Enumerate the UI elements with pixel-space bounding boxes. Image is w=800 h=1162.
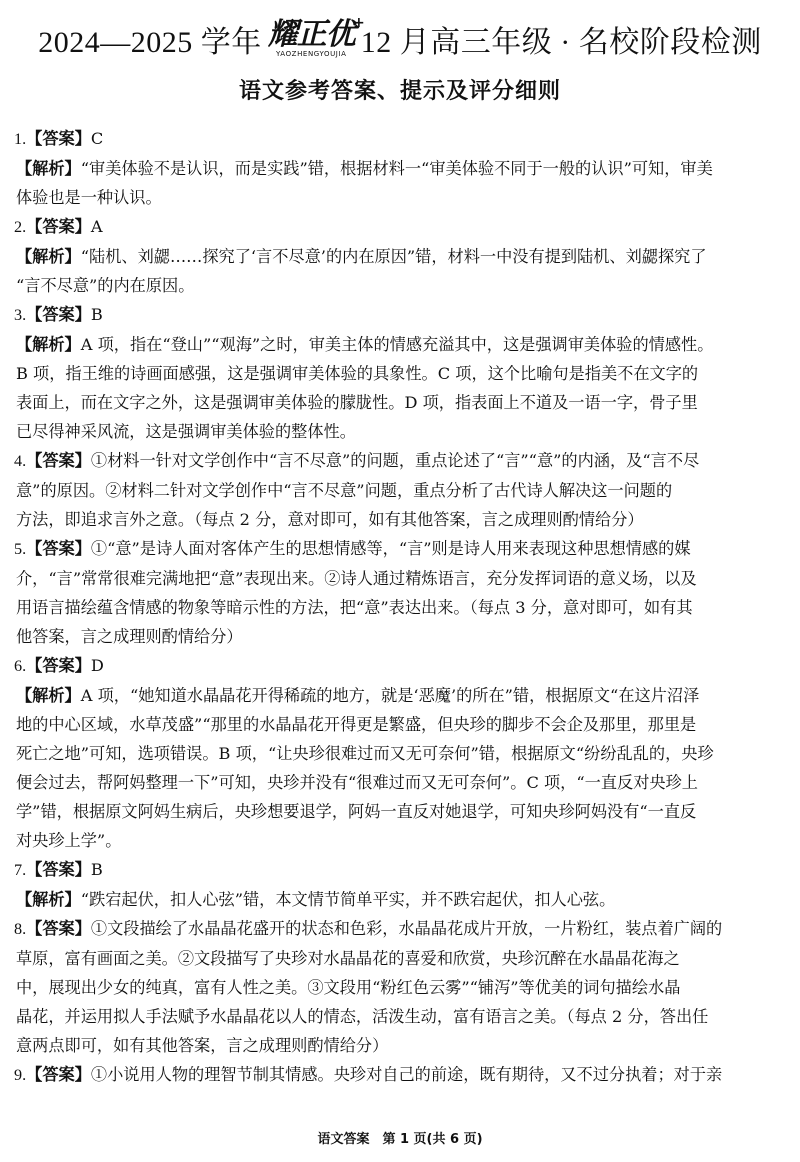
answer-tag: 【答案】 bbox=[26, 1065, 91, 1084]
question-number: 7. bbox=[14, 861, 27, 879]
explanation-line bbox=[14, 826, 786, 855]
explanation-text: “陆机、刘勰……探究了‘言不尽意’的内在原因”错，材料一中没有提到陆机、刘勰探究了 bbox=[80, 247, 707, 266]
answer-text: B bbox=[90, 305, 103, 324]
explanation-line bbox=[14, 973, 786, 1002]
question-number: 9. bbox=[14, 1066, 27, 1084]
exam-title: 12 月高三年级 · 名校阶段检测 bbox=[360, 26, 762, 59]
question-number: 2. bbox=[14, 218, 27, 236]
explanation-text: 学”错，根据原文阿妈生病后，央珍想要退学，阿妈一直反对她退学，可知央珍阿妈没有“一直反 bbox=[16, 802, 697, 821]
explanation-text: 意”的原因。②材料二针对文学创作中“言不尽意”问题，重点分析了古代诗人解决这一问题的 bbox=[16, 481, 673, 500]
explanation-line bbox=[14, 359, 786, 388]
answer-text: ①“意”是诗人面对客体产生的思想情感等，“言”则是诗人用来表现这种思想情感的媒 bbox=[90, 539, 691, 558]
explanation-line bbox=[14, 944, 786, 973]
brand-name: 耀正优 bbox=[267, 17, 355, 52]
answer-tag: 【答案】 bbox=[26, 305, 91, 324]
analysis-tag: 【解析】 bbox=[16, 247, 81, 266]
page-footer: 语文答案 第 1 页(共 6 页) bbox=[317, 1132, 483, 1147]
explanation-text: 方法，即追求言外之意。（每点 2 分，意对即可，如有其他答案，言之成理则酌情给分） bbox=[16, 510, 644, 529]
answer-item bbox=[14, 446, 786, 534]
explanation-text: 中，展现出少女的纯真，富有人性之美。③文段用“粉红色云雾”“铺泻”等优美的词句描绘水晶 bbox=[16, 978, 681, 997]
explanation-text: A 项，“她知道水晶晶花开得稀疏的地方，就是‘恶魔’的所在”错，根据原文“在这片沼泽 bbox=[80, 686, 700, 705]
explanation-text: 介，“言”常常很难完满地把“意”表现出来。②诗人通过精炼语言，充分发挥词语的意义场，以及 bbox=[16, 569, 697, 588]
explanation-line bbox=[14, 417, 786, 446]
explanation-text: 他答案，言之成理则酌情给分） bbox=[16, 627, 243, 646]
answer-list bbox=[14, 124, 786, 1090]
answer-item bbox=[14, 651, 786, 855]
answer-item bbox=[14, 855, 786, 914]
answer-line bbox=[14, 914, 786, 944]
explanation-line bbox=[14, 768, 786, 797]
answer-line bbox=[14, 446, 786, 476]
explanation-line bbox=[14, 271, 786, 300]
explanation-text: 体验也是一种认识。 bbox=[16, 188, 162, 207]
question-number: 6. bbox=[14, 657, 27, 675]
explanation-text: 用语言描绘蕴含情感的物象等暗示性的方法，把“意”表达出来。（每点 3 分，意对即可，如有其 bbox=[16, 598, 693, 617]
analysis-tag: 【解析】 bbox=[16, 335, 81, 354]
question-number: 3. bbox=[14, 306, 27, 324]
question-number: 4. bbox=[14, 452, 27, 470]
brand-logo bbox=[267, 15, 364, 58]
answer-line bbox=[14, 855, 786, 885]
explanation-line bbox=[14, 710, 786, 739]
explanation-text: 草原，富有画面之美。②文段描写了央珍对水晶晶花的喜爱和欣赏，央珍沉醉在水晶晶花海之 bbox=[16, 949, 680, 968]
question-number: 5. bbox=[14, 540, 27, 558]
answer-tag: 【答案】 bbox=[26, 656, 91, 675]
explanation-line bbox=[14, 564, 786, 593]
answer-line bbox=[14, 212, 786, 242]
explanation-line bbox=[14, 388, 786, 417]
answer-item bbox=[14, 1060, 786, 1090]
explanation-line bbox=[14, 154, 786, 183]
answer-item bbox=[14, 124, 786, 212]
answer-tag: 【答案】 bbox=[26, 539, 91, 558]
explanation-text: 已尽得神采风流，这是强调审美体验的整体性。 bbox=[16, 422, 356, 441]
explanation-line bbox=[14, 885, 786, 914]
answer-text: D bbox=[90, 656, 104, 675]
explanation-text: “审美体验不是认识，而是实践”错，根据材料一“审美体验不同于一般的认识”可知，审美 bbox=[80, 159, 713, 178]
answer-text: ①文段描绘了水晶晶花盛开的状态和色彩，水晶晶花成片开放，一片粉红，装点着广阔的 bbox=[90, 919, 723, 938]
explanation-text: 意两点即可，如有其他答案，言之成理则酌情给分） bbox=[16, 1036, 389, 1055]
analysis-tag: 【解析】 bbox=[16, 890, 81, 909]
analysis-tag: 【解析】 bbox=[16, 159, 81, 178]
explanation-text: 对央珍上学”。 bbox=[16, 831, 122, 850]
explanation-line bbox=[14, 797, 786, 826]
explanation-text: 死亡之地”可知，选项错误。B 项，“让央珍很难过而又无可奈何”错，根据原文“纷纷乱乱的，央珍 bbox=[16, 744, 714, 763]
answer-text: ①材料一针对文学创作中“言不尽意”的问题，重点论述了“言”“意”的内涵，及“言不尽 bbox=[90, 451, 700, 470]
explanation-line bbox=[14, 476, 786, 505]
answer-text: A bbox=[90, 217, 103, 236]
answer-item bbox=[14, 914, 786, 1060]
answer-item bbox=[14, 534, 786, 651]
explanation-text: “跌宕起伏，扣人心弦”错，本文情节简单平实，并不跌宕起伏，扣人心弦。 bbox=[80, 890, 616, 909]
explanation-text: 表面上，而在文字之外，这是强调审美体验的朦胧性。D 项，指表面上不道及一语一字，骨子里 bbox=[16, 393, 698, 412]
answer-text: C bbox=[90, 129, 104, 148]
answer-line bbox=[14, 1060, 786, 1090]
exam-header bbox=[0, 12, 800, 66]
explanation-line bbox=[14, 593, 786, 622]
answer-line bbox=[14, 651, 786, 681]
answer-tag: 【答案】 bbox=[26, 451, 91, 470]
document-subtitle: 语文参考答案、提示及评分细则 bbox=[238, 79, 561, 104]
explanation-text: B 项，指王维的诗画面感强，这是强调审美体验的具象性。C 项，这个比喻句是指美不在文字的 bbox=[16, 364, 699, 383]
answer-text: B bbox=[90, 860, 103, 879]
question-number: 1. bbox=[14, 130, 27, 148]
answer-line bbox=[14, 124, 786, 154]
year-range: 2024—2025 学年 bbox=[38, 26, 262, 59]
explanation-line bbox=[14, 622, 786, 651]
explanation-line bbox=[14, 1031, 786, 1060]
explanation-text: 地的中心区域，水草茂盛”“那里的水晶晶花开得更是繁盛，但央珍的脚步不会企及那里，那里是 bbox=[16, 715, 697, 734]
explanation-text: “言不尽意”的内在原因。 bbox=[16, 276, 195, 295]
brand-plus: + bbox=[353, 15, 364, 31]
explanation-line bbox=[14, 739, 786, 768]
answer-line bbox=[14, 534, 786, 564]
answer-tag: 【答案】 bbox=[26, 860, 91, 879]
explanation-line bbox=[14, 330, 786, 359]
answer-tag: 【答案】 bbox=[26, 217, 91, 236]
explanation-line bbox=[14, 681, 786, 710]
explanation-line bbox=[14, 1002, 786, 1031]
answer-item bbox=[14, 300, 786, 446]
brand-pinyin: YAOZHENGYOUJIA bbox=[275, 50, 347, 58]
explanation-text: 晶花，并运用拟人手法赋予水晶晶花以人的情态，活泼生动，富有语言之美。（每点 2 分，答出任 bbox=[16, 1007, 709, 1026]
explanation-text: A 项，指在“登山”“观海”之时，审美主体的情感充溢其中，这是强调审美体验的情感性。 bbox=[80, 335, 714, 354]
explanation-line bbox=[14, 183, 786, 212]
explanation-text: 便会过去，帮阿妈整理一下”可知，央珍并没有“很难过而又无可奈何”。C 项，“一直反对央珍上 bbox=[16, 773, 698, 792]
answer-text: ①小说用人物的理智节制其情感。央珍对自己的前途，既有期待，又不过分执着；对于亲 bbox=[90, 1065, 723, 1084]
explanation-line bbox=[14, 242, 786, 271]
answer-item bbox=[14, 212, 786, 300]
explanation-line bbox=[14, 505, 786, 534]
question-number: 8. bbox=[14, 920, 27, 938]
answer-tag: 【答案】 bbox=[26, 919, 91, 938]
analysis-tag: 【解析】 bbox=[16, 686, 81, 705]
answer-tag: 【答案】 bbox=[26, 129, 91, 148]
answer-line bbox=[14, 300, 786, 330]
